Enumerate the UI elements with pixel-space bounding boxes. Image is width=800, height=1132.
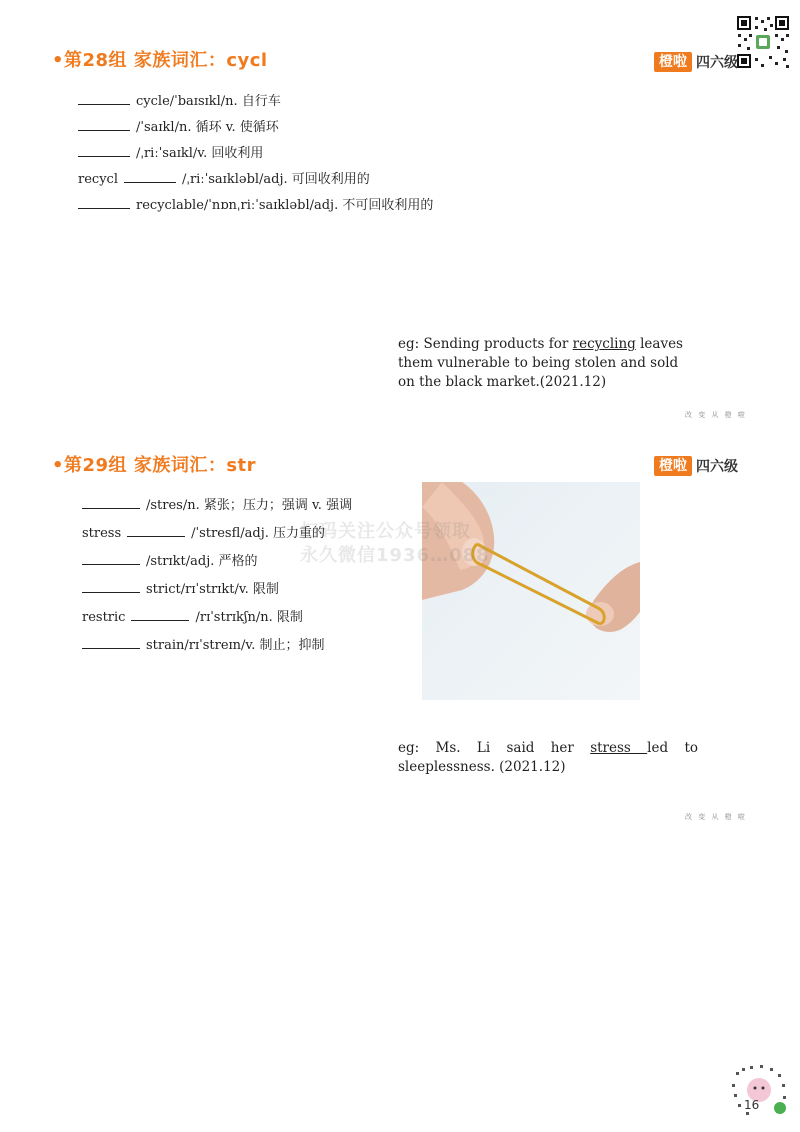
vocab-entry <box>82 578 279 597</box>
example-sentence-28 <box>398 335 690 392</box>
footer-mark-29: 改 变 从 橙 啦 <box>685 813 747 821</box>
vocab-entry <box>82 550 258 569</box>
footer-mark-28: 改 变 从 橙 啦 <box>685 411 747 419</box>
example-text: led to sleeplessness. (2021.12) <box>398 740 698 775</box>
entry-text: /ˈstresfl/adj. 压力重的 <box>191 526 326 541</box>
entry-text: /rɪˈstrɪkʃn/n. 限制 <box>195 610 303 625</box>
brand-dark-label: 四六级 <box>696 459 738 475</box>
example-underlined-word: stress <box>590 740 648 756</box>
entry-text: /ˈsaɪkl/n. 循环 v. 使循环 <box>136 120 279 135</box>
fill-blank <box>78 92 130 105</box>
vocab-entry <box>78 90 281 109</box>
brand-dark-label: 四六级 <box>696 55 738 71</box>
fill-blank <box>82 580 140 593</box>
section-28-title: •第28组 家族词汇：cycl <box>52 50 268 71</box>
vocab-entry <box>82 606 303 625</box>
example-sentence-29 <box>398 739 698 777</box>
fill-blank <box>78 196 130 209</box>
brand-orange-label: 橙啦 <box>654 52 692 72</box>
watermark-line: 扫码关注公众号领取 <box>300 521 471 542</box>
fill-blank <box>78 144 130 157</box>
vocab-entry <box>78 116 279 135</box>
entry-text: cycle/ˈbaɪsɪkl/n. 自行车 <box>136 94 281 109</box>
example-underlined-word: recycling <box>572 336 636 352</box>
vocab-entry <box>82 522 325 541</box>
section-29-title: •第29组 家族词汇：str <box>52 455 257 476</box>
fill-blank <box>82 552 140 565</box>
fill-blank <box>78 118 130 131</box>
example-text: eg: Ms. Li said her <box>398 740 591 756</box>
entry-text: /stres/n. 紧张；压力；强调 v. 强调 <box>146 498 353 513</box>
entry-text: recyclable/ˈnɒnˌriːˈsaɪkləbl/adj. 不可回收利用的 <box>136 198 434 213</box>
entry-text: /ˌriːˈsaɪkləbl/adj. 可回收利用的 <box>181 172 370 187</box>
qr-code-image <box>735 14 791 70</box>
watermark-text <box>300 520 490 568</box>
rubber-band-photo <box>422 482 640 700</box>
page-number: 16 <box>744 1098 760 1112</box>
entry-prefix: stress <box>82 526 122 541</box>
watermark-line: 永久微信1936…088 <box>300 545 490 566</box>
fill-blank <box>127 524 185 537</box>
brand-badge-28 <box>654 51 738 73</box>
vocab-entry <box>78 168 370 187</box>
vocab-entry <box>78 142 263 161</box>
example-text: leaves them vulnerable to being stolen and sold on the black market.(2021.12) <box>398 336 683 390</box>
entry-text: /ˌriːˈsaɪkl/v. 回收利用 <box>136 146 264 161</box>
vocab-entry <box>82 494 352 513</box>
fill-blank <box>124 170 176 183</box>
brand-orange-label: 橙啦 <box>654 456 692 476</box>
fill-blank <box>131 608 189 621</box>
entry-prefix: recycl <box>78 172 118 187</box>
fill-blank <box>82 496 140 509</box>
vocab-entry <box>82 634 325 653</box>
example-text: eg: Sending products for <box>398 336 573 352</box>
entry-text: strict/rɪˈstrɪkt/v. 限制 <box>146 582 279 597</box>
vocab-entry <box>78 194 433 213</box>
entry-text: /strɪkt/adj. 严格的 <box>146 554 258 569</box>
fill-blank <box>82 636 140 649</box>
entry-prefix: restric <box>82 610 126 625</box>
brand-badge-29 <box>654 455 738 477</box>
entry-text: strain/rɪˈstreɪn/v. 制止；抑制 <box>146 638 325 653</box>
